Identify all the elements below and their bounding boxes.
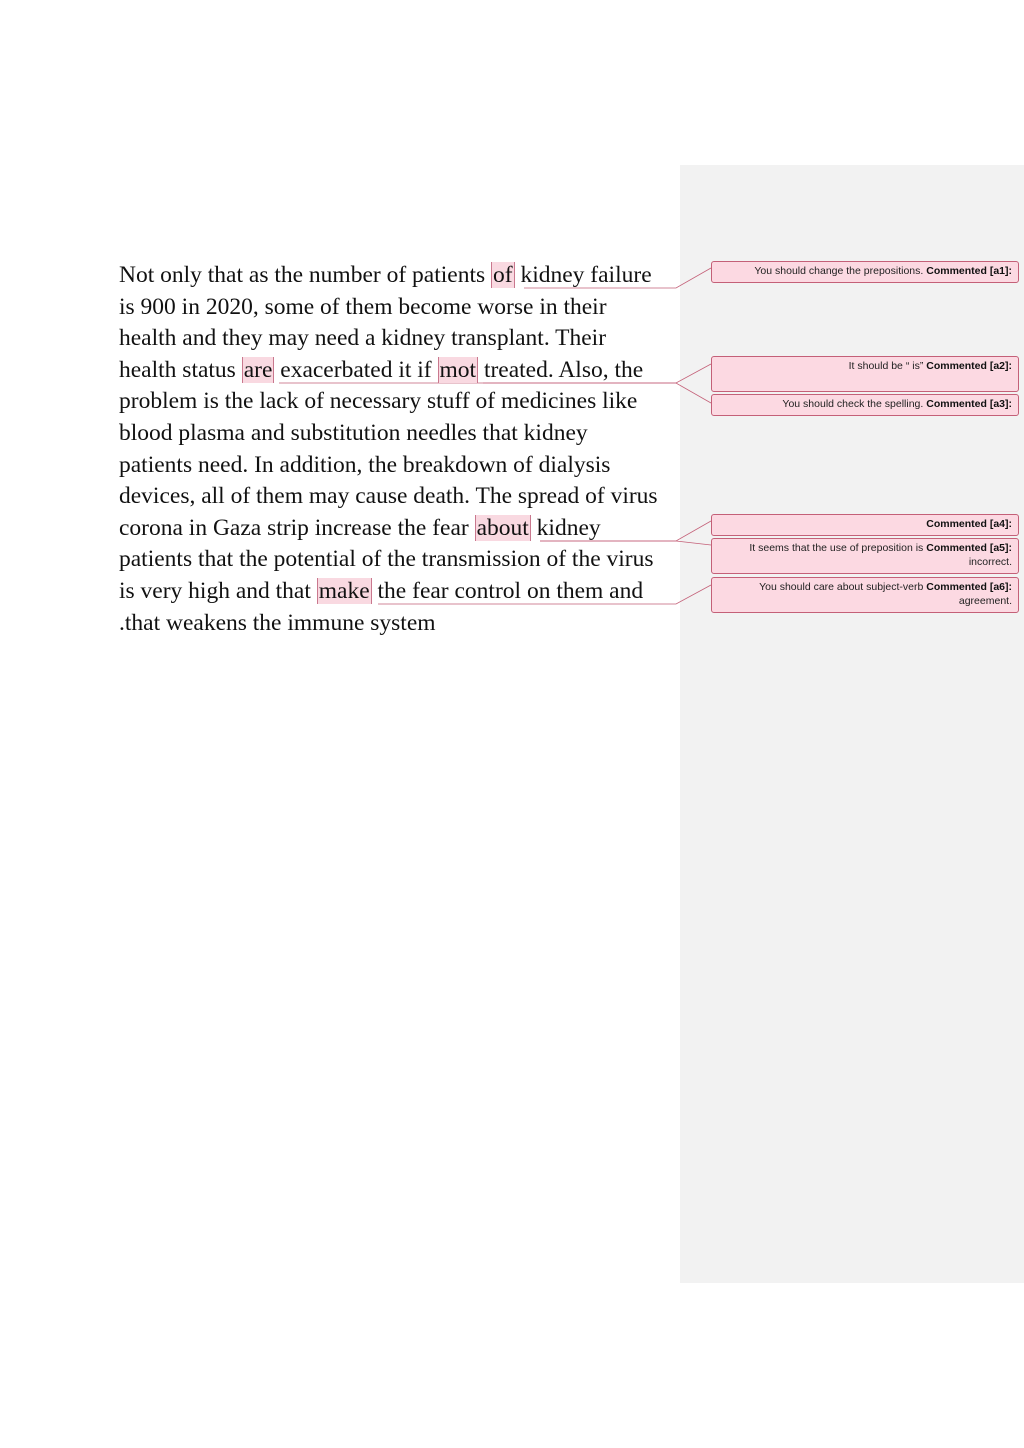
highlight-of[interactable]: of — [493, 262, 513, 288]
highlight-about[interactable]: about — [476, 514, 529, 541]
comment-a6[interactable] — [711, 577, 1019, 613]
comment-tag: Commented [a3]: — [926, 398, 1012, 410]
comment-line-2: incorrect. — [968, 556, 1012, 568]
comment-a1[interactable] — [711, 261, 1019, 283]
text-line: devices, all of them may cause death. The spread of virus — [119, 483, 658, 510]
text-line: is very high and that make the fear control on them and — [119, 577, 644, 604]
text-line: health and they may need a kidney transplant. Their — [119, 325, 607, 352]
comment-text: It should be “ is” — [848, 360, 924, 372]
comment-tag: Commented [a4]: — [926, 518, 1012, 530]
comment-tag: Commented [a5]: — [926, 542, 1012, 554]
text-line: patients need. In addition, the breakdown of dialysis — [119, 451, 611, 478]
comment-a5[interactable] — [711, 538, 1019, 574]
comment-text: It seems that the use of preposition is — [749, 542, 924, 554]
comment-line-2: agreement. — [958, 595, 1012, 607]
comment-line-1 — [718, 580, 1012, 594]
comment-a3[interactable] — [711, 394, 1019, 416]
comment-tag: Commented [a1]: — [926, 265, 1012, 277]
comment-tag: Commented [a6]: — [926, 581, 1012, 593]
text-line: health status are exacerbated it if mot treated. Also, the — [119, 356, 644, 383]
text-line: is 900 in 2020, some of them become worse in their — [119, 293, 607, 320]
body-paragraph — [119, 260, 679, 639]
comment-text: You should check the spelling. — [782, 398, 924, 410]
text-line: patients that the potential of the transmission of the virus — [119, 546, 654, 573]
comment-line-1 — [718, 541, 1012, 555]
comment-a4[interactable] — [711, 514, 1019, 536]
highlight-make[interactable]: make — [318, 577, 370, 604]
highlight-are[interactable]: are — [243, 356, 273, 383]
text-line: problem is the lack of necessary stuff of medicines like — [119, 388, 638, 415]
comment-text: You should care about subject-verb — [759, 581, 924, 593]
text-line: blood plasma and substitution needles that kidney — [119, 419, 588, 446]
text-line: .that weakens the immune system — [119, 609, 436, 636]
comment-tag: Commented [a2]: — [926, 360, 1012, 372]
comment-a2[interactable] — [711, 356, 1019, 392]
comment-text: You should change the prepositions. — [754, 265, 924, 277]
text-line: Not only that as the number of patients of kidney failure — [119, 262, 652, 288]
text-line: corona in Gaza strip increase the fear about kidney — [119, 514, 601, 541]
highlight-mot[interactable]: mot — [439, 356, 477, 383]
